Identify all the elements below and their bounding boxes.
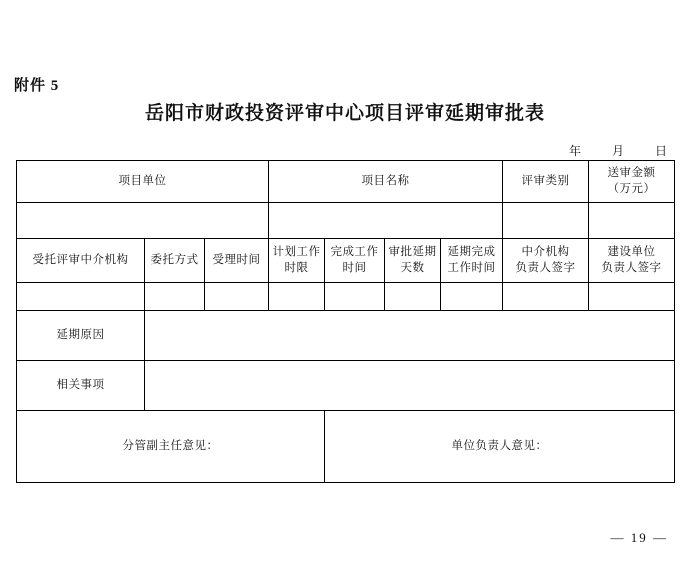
date-month-label: 月 xyxy=(611,144,625,158)
cell-accept-time: 受理时间 xyxy=(205,239,269,283)
cell-agency: 受托评审中介机构 xyxy=(17,239,145,283)
cell-approve-delay-days xyxy=(385,239,441,283)
agency-sign-line1: 中介机构 xyxy=(521,245,570,258)
cell-delay-finish-time xyxy=(441,239,503,283)
cell-related-matters-label: 相关事项 xyxy=(17,361,145,411)
value-delay-reason[interactable] xyxy=(145,311,675,361)
cell-submit-amount xyxy=(589,161,675,203)
table-row-delay-reason xyxy=(17,311,675,361)
cell-finish-work-time xyxy=(325,239,385,283)
attachment-label: 附件 5 xyxy=(14,78,60,94)
date-year-label: 年 xyxy=(568,144,582,158)
table-row-header xyxy=(17,161,675,203)
date-day-label: 日 xyxy=(654,144,668,158)
submit-amount-line1: 送审金额 xyxy=(607,166,656,179)
cell-project-name: 项目名称 xyxy=(269,161,503,203)
value-project-name[interactable] xyxy=(269,203,503,239)
value-build-unit-signature[interactable] xyxy=(589,283,675,311)
value-submit-amount[interactable] xyxy=(589,203,675,239)
cell-build-unit-signature xyxy=(589,239,675,283)
cell-entrust-method: 委托方式 xyxy=(145,239,205,283)
finish-work-line2: 时间 xyxy=(342,261,367,274)
value-plan-work-deadline[interactable] xyxy=(269,283,325,311)
table-row-opinions xyxy=(17,411,675,483)
cell-project-unit: 项目单位 xyxy=(17,161,269,203)
table-row-subheader-values xyxy=(17,283,675,311)
cell-unit-leader-opinion[interactable]: 单位负责人意见： xyxy=(325,411,675,483)
approve-delay-line2: 天数 xyxy=(400,261,425,274)
cell-review-type: 评审类别 xyxy=(503,161,589,203)
value-delay-finish-time[interactable] xyxy=(441,283,503,311)
value-review-type[interactable] xyxy=(503,203,589,239)
plan-work-line2: 时限 xyxy=(284,261,309,274)
value-entrust-method[interactable] xyxy=(145,283,205,311)
value-agency-signature[interactable] xyxy=(503,283,589,311)
build-unit-sign-line2: 负责人签字 xyxy=(601,261,662,274)
table-row-related-matters xyxy=(17,361,675,411)
table-row-subheader xyxy=(17,239,675,283)
table-row-header-values xyxy=(17,203,675,239)
finish-work-line1: 完成工作 xyxy=(330,245,379,258)
submit-amount-line2: （万元） xyxy=(607,182,656,195)
value-agency[interactable] xyxy=(17,283,145,311)
build-unit-sign-line1: 建设单位 xyxy=(607,245,656,258)
plan-work-line1: 计划工作 xyxy=(272,245,321,258)
delay-finish-line1: 延期完成 xyxy=(447,245,496,258)
cell-delay-reason-label: 延期原因 xyxy=(17,311,145,361)
cell-agency-signature xyxy=(503,239,589,283)
value-related-matters[interactable] xyxy=(145,361,675,411)
value-project-unit[interactable] xyxy=(17,203,269,239)
approve-delay-line1: 审批延期 xyxy=(388,245,437,258)
page-title: 岳阳市财政投资评审中心项目评审延期审批表 xyxy=(144,103,545,124)
cell-plan-work-deadline xyxy=(269,239,325,283)
approval-form-table xyxy=(16,160,675,483)
cell-deputy-director-opinion[interactable]: 分管副主任意见： xyxy=(17,411,325,483)
date-line xyxy=(543,142,668,159)
value-accept-time[interactable] xyxy=(205,283,269,311)
value-finish-work-time[interactable] xyxy=(325,283,385,311)
agency-sign-line2: 负责人签字 xyxy=(515,261,576,274)
page-number: — 19 — xyxy=(610,530,668,545)
value-approve-delay-days[interactable] xyxy=(385,283,441,311)
delay-finish-line2: 工作时间 xyxy=(447,261,496,274)
